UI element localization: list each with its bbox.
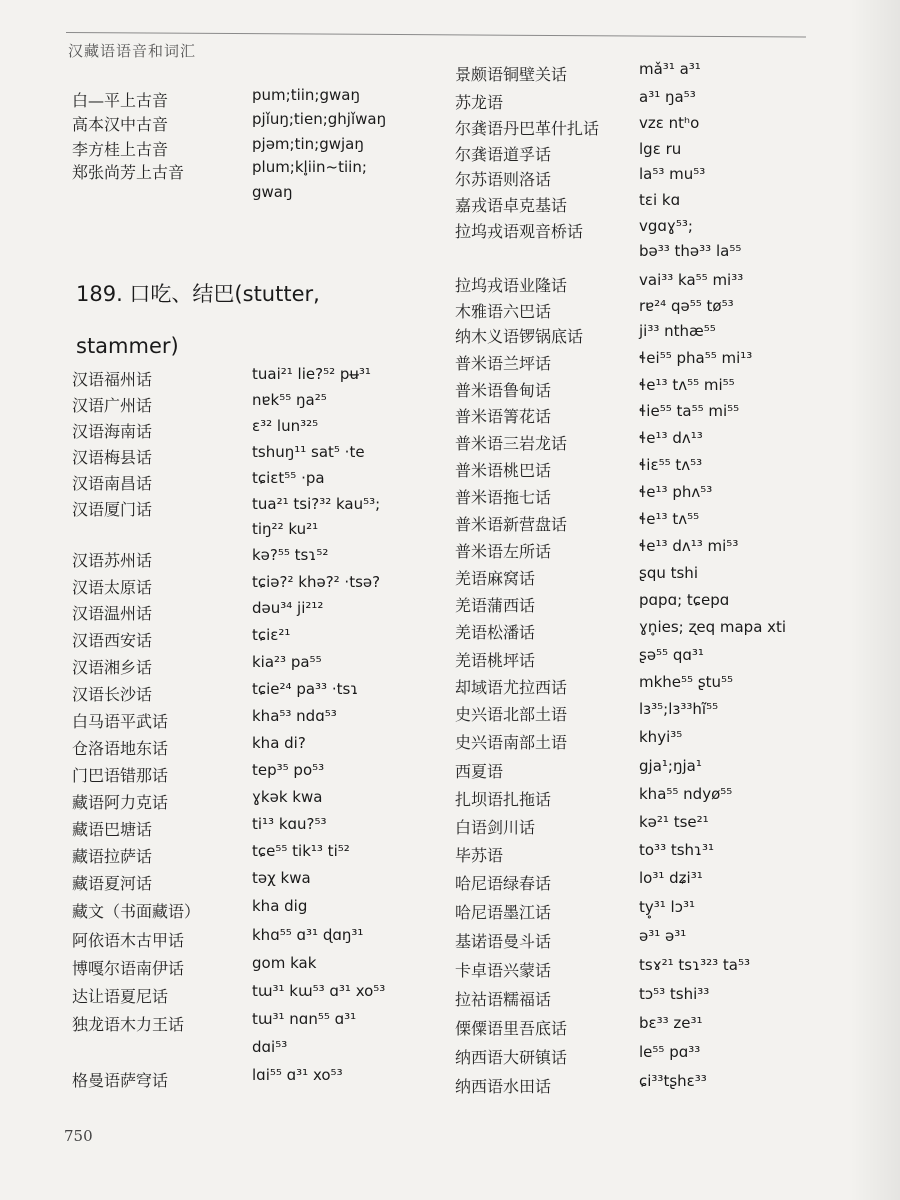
word-form: ty̥³¹ lɔ³¹ [639,898,695,916]
word-form: tsɤ²¹ tsɿ³²³ ta⁵³ [639,956,750,974]
language-name: 拉坞戎语观音桥话 [455,222,584,241]
word-form: mǎ³¹ a³¹ [639,60,701,78]
word-form: kə²¹ tse²¹ [639,813,709,831]
word-form: bɛ³³ ze³¹ [639,1014,703,1032]
word-form: lgɛ ru [639,140,682,158]
language-name: 却域语尤拉西话 [455,678,568,697]
word-form: ə³¹ ə³¹ [639,927,687,945]
page-number: 750 [64,1127,93,1145]
language-name: 景颇语铜壁关话 [455,65,568,84]
language-name: 羌语松潘话 [455,623,536,642]
word-form: kha dig [252,897,308,915]
language-name: 白—平上古音 [72,91,169,110]
word-form: tɕiɛ²¹ [252,626,291,644]
language-name: 史兴语南部土语 [455,733,568,752]
language-name: 白马语平武话 [72,712,169,731]
language-name: 汉语长沙话 [72,685,153,704]
language-name: 郑张尚芳上古音 [72,163,185,182]
language-name: 达让语夏尼话 [72,987,169,1006]
language-name: 哈尼语墨江话 [455,903,552,922]
word-form: plum;kl̥iin~tiin; [252,158,367,176]
language-name: 汉语福州话 [72,370,153,389]
word-form: tɕe⁵⁵ tik¹³ ti⁵² [252,842,350,860]
word-form: ti¹³ kɑu?⁵³ [252,815,327,833]
word-form: vai³³ ka⁵⁵ mi³³ [639,271,744,289]
language-name: 普米语鲁甸话 [455,381,552,400]
word-form: ɬiɛ⁵⁵ tʌ⁵³ [639,456,703,474]
language-name: 扎坝语扎拖话 [455,790,552,809]
language-name: 羌语桃坪话 [455,651,536,670]
language-name: 普米语左所话 [455,542,552,561]
word-form: khyi³⁵ [639,728,683,746]
word-form: gja¹;ŋja¹ [639,757,702,775]
word-form: a³¹ ŋa⁵³ [639,88,696,106]
word-form: tɕie²⁴ pa³³ ·tsɿ [252,680,359,698]
language-name: 尔龚语道孚话 [455,145,552,164]
word-form: pjəm;tin;gwjaŋ [252,135,364,153]
word-form: ji³³ nthæ⁵⁵ [639,322,716,340]
language-name: 汉语厦门话 [72,500,153,519]
language-name: 苏龙语 [455,93,504,112]
word-form: nɐk⁵⁵ ŋa²⁵ [252,391,327,409]
language-name: 藏语巴塘话 [72,820,153,839]
word-form: ʂə⁵⁵ qɑ³¹ [639,646,704,664]
word-form: pjǐuŋ;tien;ghjǐwaŋ [252,110,387,128]
word-form: ɣkək kwa [252,788,323,806]
word-form: pɑpɑ; tɕepɑ [639,591,730,609]
language-name: 汉语太原话 [72,578,153,597]
language-name: 卡卓语兴蒙话 [455,961,552,980]
language-name: 木雅语六巴话 [455,302,552,321]
word-form: ɬe¹³ phʌ⁵³ [639,483,713,501]
language-name: 藏语夏河话 [72,874,153,893]
language-name: 史兴语北部土语 [455,705,568,724]
language-name: 汉语温州话 [72,604,153,623]
language-name: 拉坞戎语业隆话 [455,276,568,295]
language-name: 李方桂上古音 [72,140,169,159]
word-form: tep³⁵ po⁵³ [252,761,325,779]
language-name: 汉语海南话 [72,422,153,441]
word-form: kə?⁵⁵ tsɿ⁵² [252,546,329,564]
language-name: 普米语兰坪话 [455,354,552,373]
word-form: le⁵⁵ pɑ³³ [639,1043,701,1061]
word-form: tɯ³¹ nɑn⁵⁵ ɑ³¹ [252,1010,357,1028]
header-rule [66,32,806,38]
word-form: pum;tiin;gwaŋ [252,86,360,104]
language-name: 藏语阿力克话 [72,793,169,812]
word-form: vgɑɣ⁵³; [639,217,693,235]
word-form: kha⁵³ ndɑ⁵³ [252,707,337,725]
language-name: 傈僳语里吾底话 [455,1019,568,1038]
word-form: kha⁵⁵ ndyø⁵⁵ [639,785,733,803]
word-form: rɐ²⁴ qə⁵⁵ tø⁵³ [639,297,734,315]
language-name: 白语剑川话 [455,818,536,837]
language-name: 基诺语曼斗话 [455,932,552,951]
language-name: 汉语湘乡话 [72,658,153,677]
word-form: to³³ tshɿ³¹ [639,841,715,859]
word-form: ɬie⁵⁵ ta⁵⁵ mi⁵⁵ [639,402,740,420]
language-name: 汉语广州话 [72,396,153,415]
language-name: 普米语拖七话 [455,488,552,507]
word-form: bə³³ thə³³ la⁵⁵ [639,242,742,260]
language-name: 普米语箐花话 [455,407,552,426]
word-form: ʂqu tshi [639,564,698,582]
word-form: ɬe¹³ tʌ⁵⁵ mi⁵⁵ [639,376,735,394]
word-form: ɬei⁵⁵ pha⁵⁵ mi¹³ [639,349,753,367]
word-form: gom kak [252,954,317,972]
word-form: lo³¹ dʑi³¹ [639,869,703,887]
word-form: tɛi kɑ [639,191,681,209]
language-name: 藏语拉萨话 [72,847,153,866]
word-form: tuai²¹ lie?⁵² pʉ³¹ [252,365,371,383]
language-name: 普米语三岩龙话 [455,434,568,453]
word-form: vzɛ ntʰo [639,114,700,132]
word-form: ɬe¹³ dʌ¹³ [639,429,703,447]
word-form: dəu³⁴ ji²¹² [252,599,324,617]
language-name: 羌语麻窝话 [455,569,536,588]
language-name: 毕苏语 [455,846,504,865]
word-form: tɕiɛt⁵⁵ ·pa [252,469,325,487]
language-name: 藏文（书面藏语） [72,902,201,921]
word-form: ɬe¹³ dʌ¹³ mi⁵³ [639,537,739,555]
page-edge-shadow [850,0,900,1200]
language-name: 嘉戎语卓克基话 [455,196,568,215]
language-name: 汉语南昌话 [72,474,153,493]
running-header: 汉藏语语音和词汇 [68,42,197,60]
word-form: tshuŋ¹¹ sat⁵ ·te [252,443,365,461]
word-form: ɣn̥ies; ʐeq mapa xti [639,618,787,636]
language-name: 尔苏语则洛话 [455,170,552,189]
language-name: 纳西语大研镇话 [455,1048,568,1067]
word-form: lɑi⁵⁵ ɑ³¹ xo⁵³ [252,1066,343,1084]
word-form: ɛ³² lun³²⁵ [252,417,319,435]
word-form: kia²³ pa⁵⁵ [252,653,322,671]
language-name: 汉语苏州话 [72,551,153,570]
word-form: təχ kwa [252,869,311,887]
language-name: 汉语西安话 [72,631,153,650]
language-name: 阿依语木古甲话 [72,931,185,950]
section-title: 189. 口吃、结巴(stutter, stammer) [76,282,320,358]
word-form: la⁵³ mu⁵³ [639,165,706,183]
language-name: 西夏语 [455,762,504,781]
language-name: 纳木义语锣锅底话 [455,327,584,346]
word-form: khɑ⁵⁵ ɑ³¹ ɖɑŋ³¹ [252,926,364,944]
language-name: 哈尼语绿春话 [455,874,552,893]
word-form: gwaŋ [252,183,293,201]
language-name: 羌语蒲西话 [455,596,536,615]
language-name: 仓洛语地东话 [72,739,169,758]
word-form: tiŋ²² ku²¹ [252,520,319,538]
language-name: 独龙语木力王话 [72,1015,185,1034]
word-form: ɬe¹³ tʌ⁵⁵ [639,510,700,528]
language-name: 格曼语萨穹话 [72,1071,169,1090]
word-form: tɯ³¹ kɯ⁵³ ɑ³¹ xo⁵³ [252,982,386,1000]
language-name: 汉语梅县话 [72,448,153,467]
language-name: 高本汉中古音 [72,115,169,134]
language-name: 拉祜语糯福话 [455,990,552,1009]
word-form: lɜ³⁵;lɜ³³hĩ⁵⁵ [639,700,719,718]
language-name: 普米语桃巴话 [455,461,552,480]
word-form: tua²¹ tsi?³² kau⁵³; [252,495,381,513]
language-name: 门巴语错那话 [72,766,169,785]
word-form: tɕiə?² khə?² ·tsə? [252,573,381,591]
language-name: 博嘎尔语南伊话 [72,959,185,978]
language-name: 普米语新营盘话 [455,515,568,534]
language-name: 纳西语水田话 [455,1077,552,1096]
word-form: dɑi⁵³ [252,1038,288,1056]
word-form: ɕi³³tʂhɛ³³ [639,1072,707,1090]
word-form: kha di? [252,734,306,752]
word-form: tɔ⁵³ tshi³³ [639,985,710,1003]
word-form: mkhe⁵⁵ ʂtu⁵⁵ [639,673,734,691]
language-name: 尔龚语丹巴革什扎话 [455,119,600,138]
